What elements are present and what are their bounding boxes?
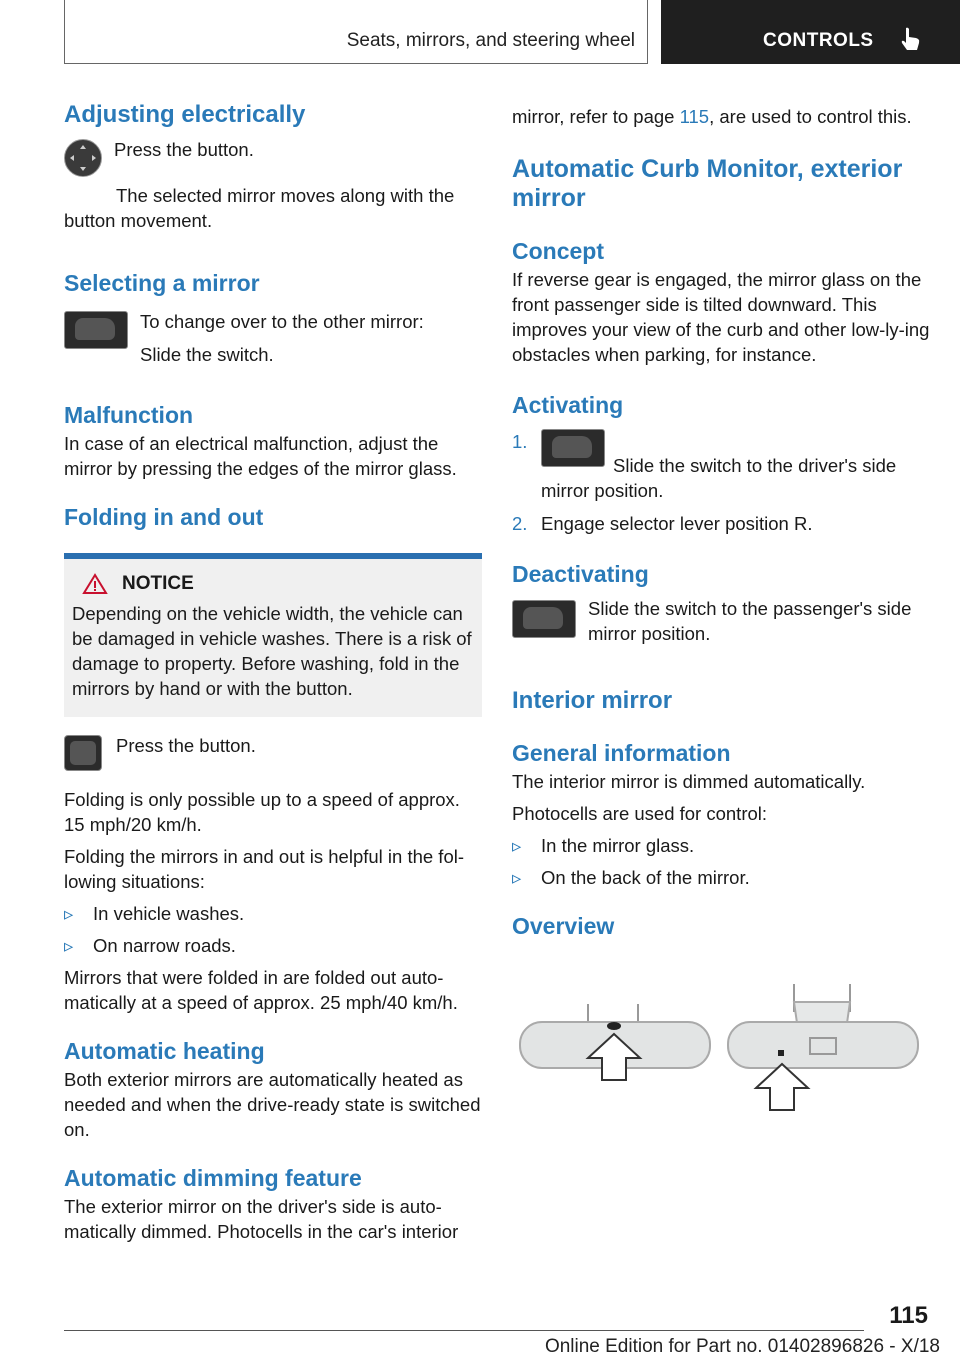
select-text-1: To change over to the other mirror: <box>140 311 424 332</box>
adjust-text-2: The selected mirror moves along with the button movement. <box>64 185 455 231</box>
activating-step-2-text: Engage selector lever position R. <box>541 513 813 534</box>
heading-folding: Folding in and out <box>64 504 264 530</box>
right-column <box>512 100 930 1122</box>
heading-malfunction: Malfunction <box>64 402 194 428</box>
page-reference-link[interactable]: 115 <box>679 106 710 127</box>
list-item: ▹ In vehicle washes. <box>64 903 245 924</box>
bullet-icon: ▹ <box>64 903 74 924</box>
deactivating-text: Slide the switch to the passenger's side mirror position. <box>588 598 912 644</box>
heading-concept: Concept <box>512 238 604 264</box>
header-chapter-box <box>661 0 960 64</box>
mirror-adjust-button-icon <box>64 139 102 177</box>
fold-text-1: Folding is only possible up to a speed of approx. 15 mph/20 km/h. <box>64 789 460 835</box>
pointing-hand-icon <box>897 26 923 52</box>
fold-button-icon <box>64 735 102 771</box>
footer-edition: Online Edition for Part no. 01402896826 - X/18 <box>544 1336 940 1357</box>
warning-triangle-icon <box>82 573 108 595</box>
step-number: 1. <box>512 431 528 452</box>
fold-text-2: Folding the mirrors in and out is helpful in the fol‐lowing situations: <box>64 846 465 892</box>
heating-text: Both exterior mirrors are automatically heated as needed and when the drive-ready state is switched on. <box>64 1069 481 1140</box>
heading-deactivating: Deactivating <box>512 561 649 587</box>
select-switch-row <box>64 309 482 367</box>
page-number: 115 <box>889 1302 928 1329</box>
step-number: 2. <box>512 513 528 534</box>
heading-overview: Overview <box>512 913 615 939</box>
notice-title: NOTICE <box>122 573 194 594</box>
header-section-box <box>64 0 648 64</box>
header-section-title: Seats, mirrors, and steering wheel <box>346 30 635 51</box>
notice-text: Depending on the vehicle width, the vehicle can be damaged in vehicle washes. There is a risk of damage to property. Before washing, fold in the mirrors by hand or with the button. <box>72 603 472 699</box>
list-item: ▹ On narrow roads. <box>64 935 236 956</box>
heading-activating: Activating <box>512 392 624 418</box>
heading-automatic-dimming: Automatic dimming feature <box>64 1165 362 1191</box>
heading-curb-monitor: Automatic Curb Monitor, exterior mirror <box>512 155 903 212</box>
activating-step-1-text: Slide the switch to the driver's side mirror position. <box>541 455 897 501</box>
fold-button-text: Press the button. <box>116 735 256 756</box>
footer-divider <box>64 1330 864 1331</box>
list-item <box>512 511 930 536</box>
notice-box <box>64 553 482 717</box>
left-column <box>64 100 482 1244</box>
fold-situations-list <box>64 901 482 958</box>
adjust-text-1: Press the button. <box>114 139 254 160</box>
interior-mirror-illustration <box>512 982 932 1122</box>
general-text-2: Photocells are used for control: <box>512 803 768 824</box>
bullet-icon: ▹ <box>64 935 74 956</box>
bullet-icon: ▹ <box>512 867 522 888</box>
bullet-icon: ▹ <box>512 835 522 856</box>
notice-header <box>72 573 474 595</box>
deactivate-switch-row <box>512 596 930 646</box>
heading-interior-mirror: Interior mirror <box>512 687 673 714</box>
mirror-select-switch-icon <box>541 429 605 467</box>
list-item: ▹ On the back of the mirror. <box>512 867 750 888</box>
continued-text: mirror, refer to page 115, are used to control this. <box>512 106 912 127</box>
photocell-list <box>512 833 930 890</box>
heading-adjusting-electrically: Adjusting electrically <box>64 101 306 128</box>
mirror-select-switch-icon <box>512 600 576 638</box>
general-text-1: The interior mirror is dimmed automatically. <box>512 771 866 792</box>
heading-automatic-heating: Automatic heating <box>64 1038 265 1064</box>
malfunction-text: In case of an electrical malfunction, adjust the mirror by pressing the edges of the mirror glass. <box>64 433 457 479</box>
dimming-text: The exterior mirror on the driver's side is auto‐matically dimmed. Photocells in the car's interior <box>64 1196 459 1242</box>
heading-general-information: General information <box>512 740 731 766</box>
select-text-2: Slide the switch. <box>140 344 274 365</box>
fold-button-row <box>64 733 482 771</box>
list-item: ▹ In the mirror glass. <box>512 835 695 856</box>
mirror-select-switch-icon <box>64 311 128 349</box>
header-chapter-title: CONTROLS <box>763 30 874 51</box>
heading-selecting-mirror: Selecting a mirror <box>64 270 260 296</box>
adjust-button-row <box>64 137 482 177</box>
concept-text: If reverse gear is engaged, the mirror glass on the front passenger side is tilted downward. This improves your view of the curb and other low-ly‐ing obstacles when parking, for instance. <box>512 269 930 365</box>
fold-text-3: Mirrors that were folded in are folded out auto‐matically at a speed of approx. 25 mph/40 km/h. <box>64 967 458 1013</box>
